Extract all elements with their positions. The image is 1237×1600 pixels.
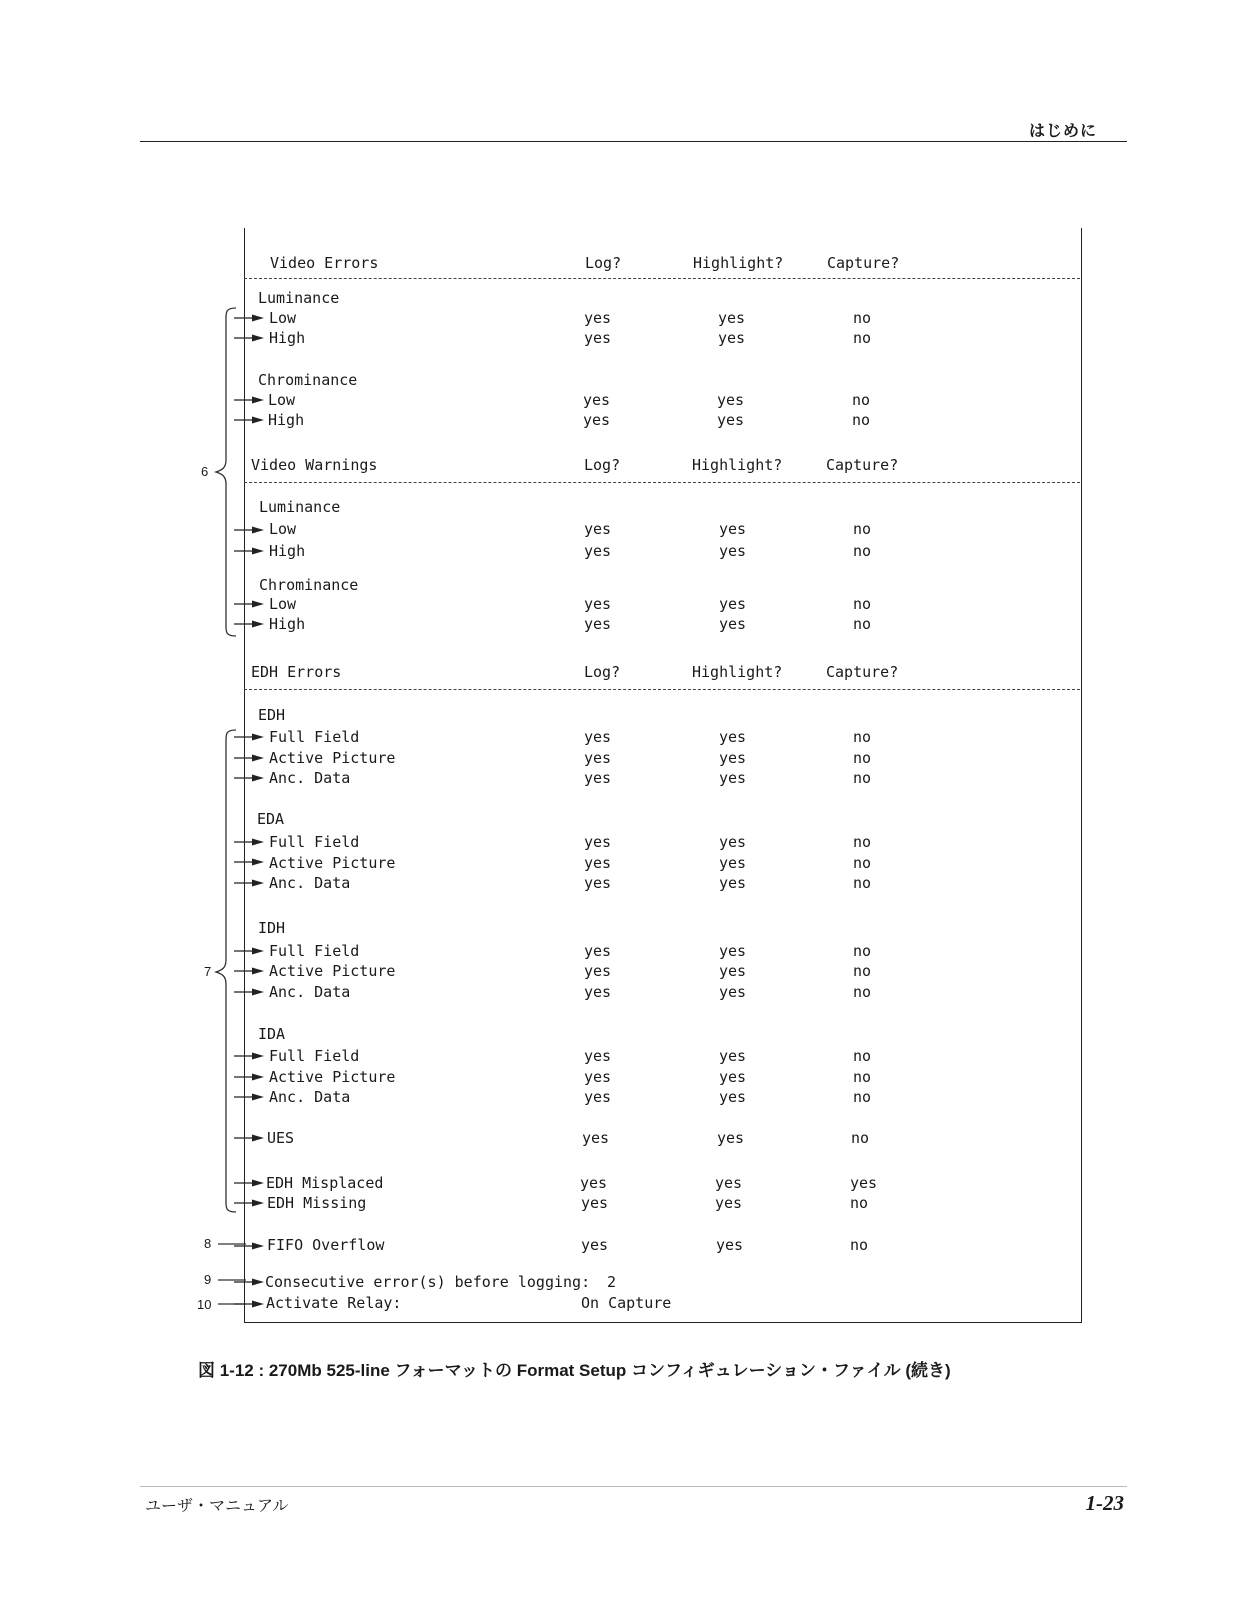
arrow-icon: [234, 524, 266, 536]
row-log: yes: [584, 542, 612, 560]
row-capture: no: [853, 769, 872, 787]
row-label: High: [268, 411, 305, 429]
arrow-icon: [234, 1177, 266, 1189]
row-capture: no: [853, 962, 872, 980]
arrow-icon: [234, 1091, 266, 1103]
row-capture: no: [853, 542, 872, 560]
arrow-icon: [234, 414, 266, 426]
callout-9: 9: [204, 1272, 212, 1287]
row-label: Active Picture: [269, 749, 396, 767]
footer-rule: [140, 1486, 1127, 1487]
row-log: yes: [584, 520, 612, 538]
row-log: yes: [584, 1047, 612, 1065]
callout-6: 6: [201, 464, 209, 479]
row-log: yes: [581, 1236, 609, 1254]
arrow-icon: [234, 1298, 266, 1310]
row-highlight: yes: [718, 329, 746, 347]
row-highlight: yes: [717, 411, 745, 429]
arrow-icon: [234, 836, 266, 848]
consecutive-value: 2: [607, 1273, 617, 1291]
row-capture: no: [853, 329, 872, 347]
page-number: 1-23: [1085, 1491, 1124, 1515]
relay-label: Activate Relay:: [266, 1294, 402, 1312]
row-capture: no: [853, 615, 872, 633]
row-label: Low: [268, 391, 296, 409]
row-log: yes: [584, 769, 612, 787]
row-log: yes: [581, 1194, 609, 1212]
row-capture: no: [853, 1088, 872, 1106]
row-capture: no: [853, 833, 872, 851]
row-label: Anc. Data: [269, 983, 351, 1001]
row-label: High: [269, 329, 306, 347]
footer-manual-title: ユーザ・マニュアル: [145, 1498, 289, 1515]
row-label: Anc. Data: [269, 1088, 351, 1106]
row-capture: no: [851, 1129, 870, 1147]
row-capture: no: [850, 1236, 869, 1254]
row-capture: no: [853, 728, 872, 746]
row-label: Active Picture: [269, 1068, 396, 1086]
callout-7: 7: [204, 964, 212, 979]
row-highlight: yes: [719, 874, 747, 892]
row-label: Low: [269, 520, 297, 538]
row-log: yes: [584, 1068, 612, 1086]
consecutive-label: Consecutive error(s) before logging:: [265, 1273, 591, 1291]
arrow-icon: [234, 1050, 266, 1062]
row-log: yes: [583, 411, 611, 429]
group-label: Luminance: [259, 498, 341, 516]
arrow-icon: [234, 332, 266, 344]
row-label: Full Field: [269, 942, 360, 960]
row-capture: no: [850, 1194, 869, 1212]
row-capture: no: [852, 411, 871, 429]
group-label: Chrominance: [259, 576, 359, 594]
row-label: EDH Missing: [267, 1194, 367, 1212]
row-capture: no: [853, 595, 872, 613]
row-log: yes: [584, 329, 612, 347]
arrow-icon: [234, 1276, 266, 1288]
row-log: yes: [584, 1088, 612, 1106]
row-capture: no: [853, 749, 872, 767]
row-log: yes: [583, 391, 611, 409]
arrow-icon: [234, 545, 266, 557]
row-log: yes: [584, 962, 612, 980]
arrow-icon: [234, 986, 266, 998]
row-highlight: yes: [719, 833, 747, 851]
group-label: EDA: [257, 810, 285, 828]
relay-value: On Capture: [581, 1294, 672, 1312]
group-label: Luminance: [258, 289, 340, 307]
row-log: yes: [584, 749, 612, 767]
arrow-icon: [234, 965, 266, 977]
row-highlight: yes: [719, 942, 747, 960]
row-highlight: yes: [719, 769, 747, 787]
row-label: UES: [267, 1129, 295, 1147]
row-label: EDH Misplaced: [266, 1174, 384, 1192]
row-capture: no: [853, 942, 872, 960]
group-label: Chrominance: [258, 371, 358, 389]
row-log: yes: [582, 1129, 610, 1147]
row-log: yes: [584, 983, 612, 1001]
group-label: IDA: [258, 1025, 286, 1043]
row-highlight: yes: [717, 391, 745, 409]
arrow-icon: [234, 1240, 266, 1252]
arrow-icon: [234, 752, 266, 764]
arrow-icon: [234, 1132, 266, 1144]
row-log: yes: [584, 942, 612, 960]
col-log-header: Log?: [584, 663, 621, 681]
group-label: IDH: [258, 919, 286, 937]
row-log: yes: [584, 728, 612, 746]
row-capture: no: [853, 874, 872, 892]
row-label: Anc. Data: [269, 874, 351, 892]
row-capture: no: [853, 983, 872, 1001]
arrow-icon: [234, 1071, 266, 1083]
row-label: Full Field: [269, 728, 360, 746]
row-label: Full Field: [269, 833, 360, 851]
edh-errors-heading: EDH Errors: [251, 663, 342, 681]
row-highlight: yes: [719, 749, 747, 767]
row-highlight: yes: [719, 542, 747, 560]
row-log: yes: [584, 615, 612, 633]
arrow-icon: [234, 1197, 266, 1209]
col-capture-header: Capture?: [826, 663, 899, 681]
callout-10: 10: [197, 1297, 212, 1312]
row-label: Anc. Data: [269, 769, 351, 787]
row-capture: no: [853, 520, 872, 538]
row-log: yes: [584, 595, 612, 613]
col-capture-header: Capture?: [827, 254, 900, 272]
arrow-icon: [234, 312, 266, 324]
row-highlight: yes: [717, 1129, 745, 1147]
row-label: Low: [269, 595, 297, 613]
row-log: yes: [584, 309, 612, 327]
row-label: High: [269, 542, 306, 560]
col-capture-header: Capture?: [826, 456, 899, 474]
row-highlight: yes: [719, 962, 747, 980]
row-highlight: yes: [719, 983, 747, 1001]
col-highlight-header: Highlight?: [692, 663, 783, 681]
arrow-icon: [234, 618, 266, 630]
row-highlight: yes: [719, 615, 747, 633]
arrow-icon: [234, 772, 266, 784]
col-log-header: Log?: [585, 254, 622, 272]
row-log: yes: [580, 1174, 608, 1192]
header-title: はじめに: [1028, 121, 1097, 140]
row-highlight: yes: [719, 1088, 747, 1106]
row-capture: no: [853, 1047, 872, 1065]
arrow-icon: [234, 856, 266, 868]
row-capture: yes: [850, 1174, 878, 1192]
row-highlight: yes: [715, 1174, 743, 1192]
col-highlight-header: Highlight?: [692, 456, 783, 474]
arrow-icon: [234, 877, 266, 889]
row-log: yes: [584, 854, 612, 872]
video-warnings-heading: Video Warnings: [251, 456, 378, 474]
row-highlight: yes: [715, 1194, 743, 1212]
row-label: Active Picture: [269, 854, 396, 872]
row-capture: no: [853, 854, 872, 872]
row-highlight: yes: [716, 1236, 744, 1254]
arrow-icon: [234, 394, 266, 406]
row-label: FIFO Overflow: [267, 1236, 385, 1254]
figure-caption: 図 1-12 : 270Mb 525-line フォーマットの Format Setup コンフィギュレーション・ファイル (続き): [198, 1361, 951, 1380]
row-highlight: yes: [719, 1047, 747, 1065]
row-capture: no: [853, 1068, 872, 1086]
row-capture: no: [852, 391, 871, 409]
row-highlight: yes: [719, 728, 747, 746]
row-log: yes: [584, 833, 612, 851]
callout-8: 8: [204, 1236, 212, 1251]
row-highlight: yes: [719, 854, 747, 872]
row-highlight: yes: [719, 595, 747, 613]
video-errors-heading: Video Errors: [270, 254, 379, 272]
col-log-header: Log?: [584, 456, 621, 474]
row-capture: no: [853, 309, 872, 327]
row-highlight: yes: [718, 309, 746, 327]
arrow-icon: [234, 731, 266, 743]
row-log: yes: [584, 874, 612, 892]
group-label: EDH: [258, 706, 286, 724]
row-highlight: yes: [719, 520, 747, 538]
arrow-icon: [234, 945, 266, 957]
row-highlight: yes: [719, 1068, 747, 1086]
row-label: Full Field: [269, 1047, 360, 1065]
arrow-icon: [234, 598, 266, 610]
col-highlight-header: Highlight?: [693, 254, 784, 272]
row-label: Low: [269, 309, 297, 327]
row-label: High: [269, 615, 306, 633]
row-label: Active Picture: [269, 962, 396, 980]
